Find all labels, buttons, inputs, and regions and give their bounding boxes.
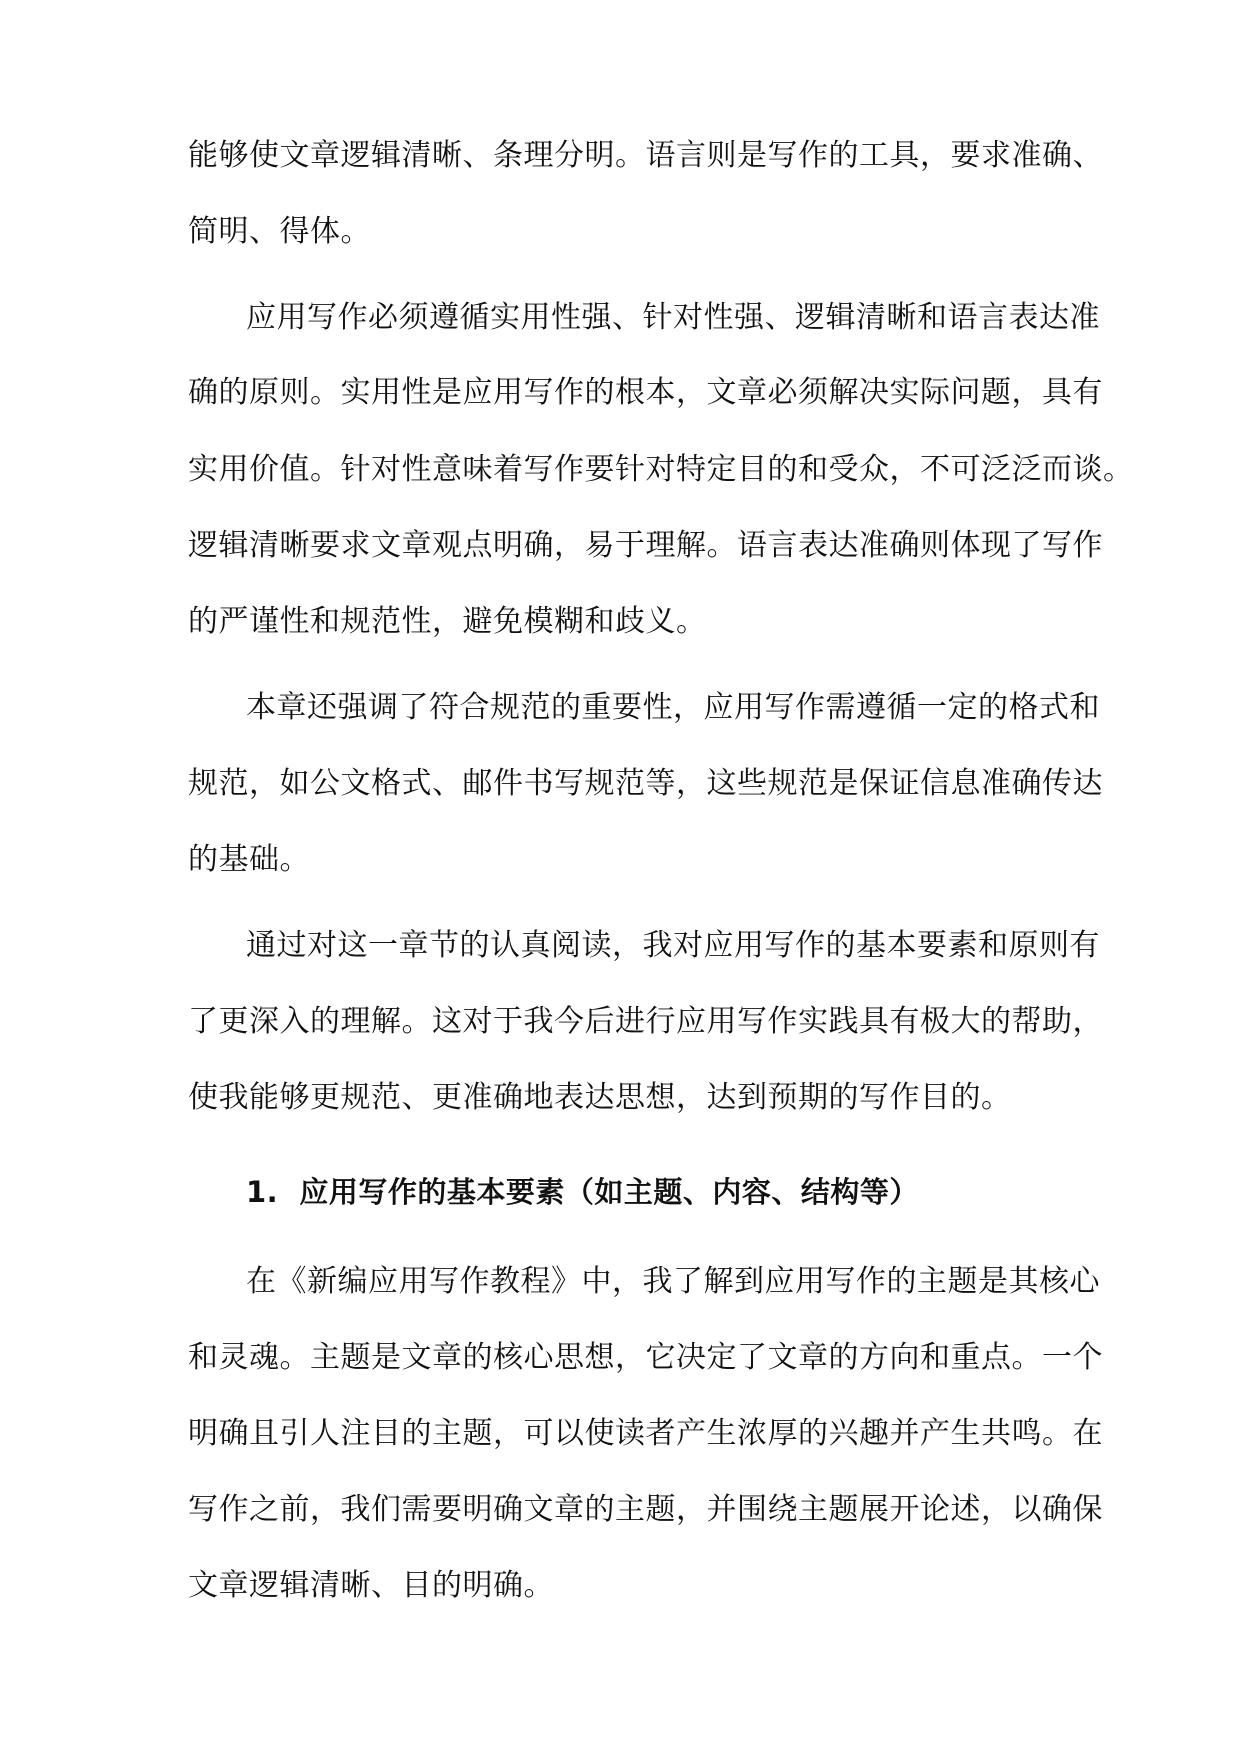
section-title: 应用写作的基本要素（如主题、内容、结构等） bbox=[299, 1175, 919, 1209]
section-heading bbox=[246, 1172, 919, 1212]
body-line: 确的原则。实用性是应用写作的根本，文章必须解决实际问题，具有 bbox=[188, 375, 1103, 410]
body-line: 实用价值。针对性意味着写作要针对特定目的和受众，不可泛泛而谈。 bbox=[188, 452, 1134, 487]
body-line: 和灵魂。主题是文章的核心思想，它决定了文章的方向和重点。一个 bbox=[188, 1340, 1103, 1375]
body-line: 简明、得体。 bbox=[188, 214, 371, 249]
paragraph-start-line: 通过对这一章节的认真阅读，我对应用写作的基本要素和原则有 bbox=[246, 928, 1100, 963]
body-line: 写作之前，我们需要明确文章的主题，并围绕主题展开论述，以确保 bbox=[188, 1492, 1103, 1527]
section-number: 1. bbox=[246, 1175, 279, 1209]
paragraph-start-line: 本章还强调了符合规范的重要性，应用写作需遵循一定的格式和 bbox=[246, 690, 1100, 725]
body-line: 规范，如公文格式、邮件书写规范等，这些规范是保证信息准确传达 bbox=[188, 766, 1103, 801]
body-line: 文章逻辑清晰、目的明确。 bbox=[188, 1568, 554, 1603]
body-line: 能够使文章逻辑清晰、条理分明。语言则是写作的工具，要求准确、 bbox=[188, 138, 1103, 173]
body-line: 的基础。 bbox=[188, 842, 310, 877]
body-line: 明确且引人注目的主题，可以使读者产生浓厚的兴趣并产生共鸣。在 bbox=[188, 1416, 1103, 1451]
paragraph-start-line: 应用写作必须遵循实用性强、针对性强、逻辑清晰和语言表达准 bbox=[246, 300, 1100, 335]
body-line: 了更深入的理解。这对于我今后进行应用写作实践具有极大的帮助， bbox=[188, 1004, 1103, 1039]
body-line: 使我能够更规范、更准确地表达思想，达到预期的写作目的。 bbox=[188, 1080, 1012, 1115]
body-line: 的严谨性和规范性，避免模糊和歧义。 bbox=[188, 604, 707, 639]
body-line: 逻辑清晰要求文章观点明确，易于理解。语言表达准确则体现了写作 bbox=[188, 528, 1103, 563]
paragraph-start-line: 在《新编应用写作教程》中，我了解到应用写作的主题是其核心 bbox=[246, 1264, 1100, 1299]
